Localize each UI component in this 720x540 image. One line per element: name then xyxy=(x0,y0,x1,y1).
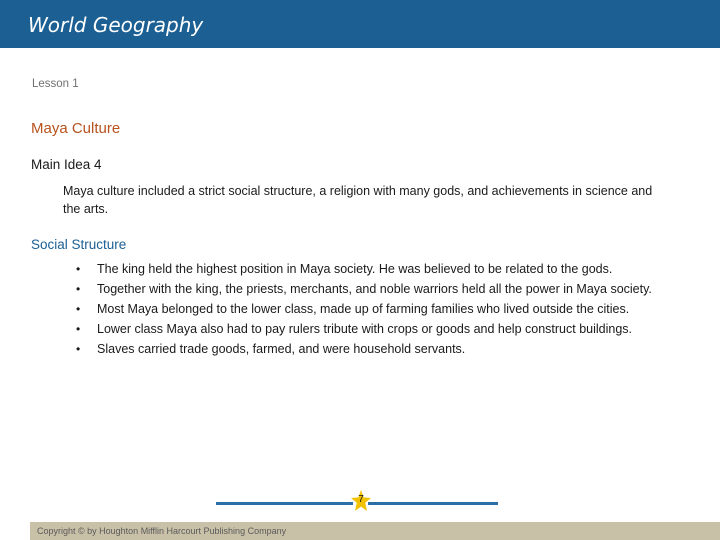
list-item-text: Together with the king, the priests, merchants, and noble warriors held all the power in Maya society. xyxy=(97,282,652,296)
footer-divider-right xyxy=(368,502,498,505)
bullet-list xyxy=(76,260,656,360)
bullet-icon: • xyxy=(76,322,81,336)
list-item-text: Slaves carried trade goods, farmed, and were household servants. xyxy=(97,342,466,356)
page-number: 7 xyxy=(358,494,364,505)
copyright-text: Copyright © by Houghton Mifflin Harcourt Publishing Company xyxy=(37,526,287,536)
main-idea-text: Maya culture included a strict social structure, a religion with many gods, and achievements in science and the arts. xyxy=(63,184,653,216)
page-title: Maya Culture xyxy=(31,120,121,137)
bullet-icon: • xyxy=(76,302,81,316)
bullet-icon: • xyxy=(76,262,81,276)
list-item-text: Most Maya belonged to the lower class, made up of farming families who lived outside the cities. xyxy=(97,302,630,316)
list-item-text: Lower class Maya also had to pay rulers tribute with crops or goods and help construct buildings. xyxy=(97,322,633,336)
list-item xyxy=(76,320,656,338)
list-item xyxy=(76,300,656,318)
footer-divider-left xyxy=(216,502,353,505)
header-title: World Geography xyxy=(28,13,204,37)
section-title: Social Structure xyxy=(31,237,127,252)
list-item xyxy=(76,280,656,298)
lesson-label: Lesson 1 xyxy=(32,78,79,90)
header-bar xyxy=(0,0,720,48)
bullet-icon: • xyxy=(76,342,81,356)
list-item xyxy=(76,340,656,358)
main-idea-label: Main Idea 4 xyxy=(31,157,102,172)
bullet-icon: • xyxy=(76,282,81,296)
list-item xyxy=(76,260,656,278)
list-item-text: The king held the highest position in Maya society. He was believed to be related to the gods. xyxy=(97,262,613,276)
